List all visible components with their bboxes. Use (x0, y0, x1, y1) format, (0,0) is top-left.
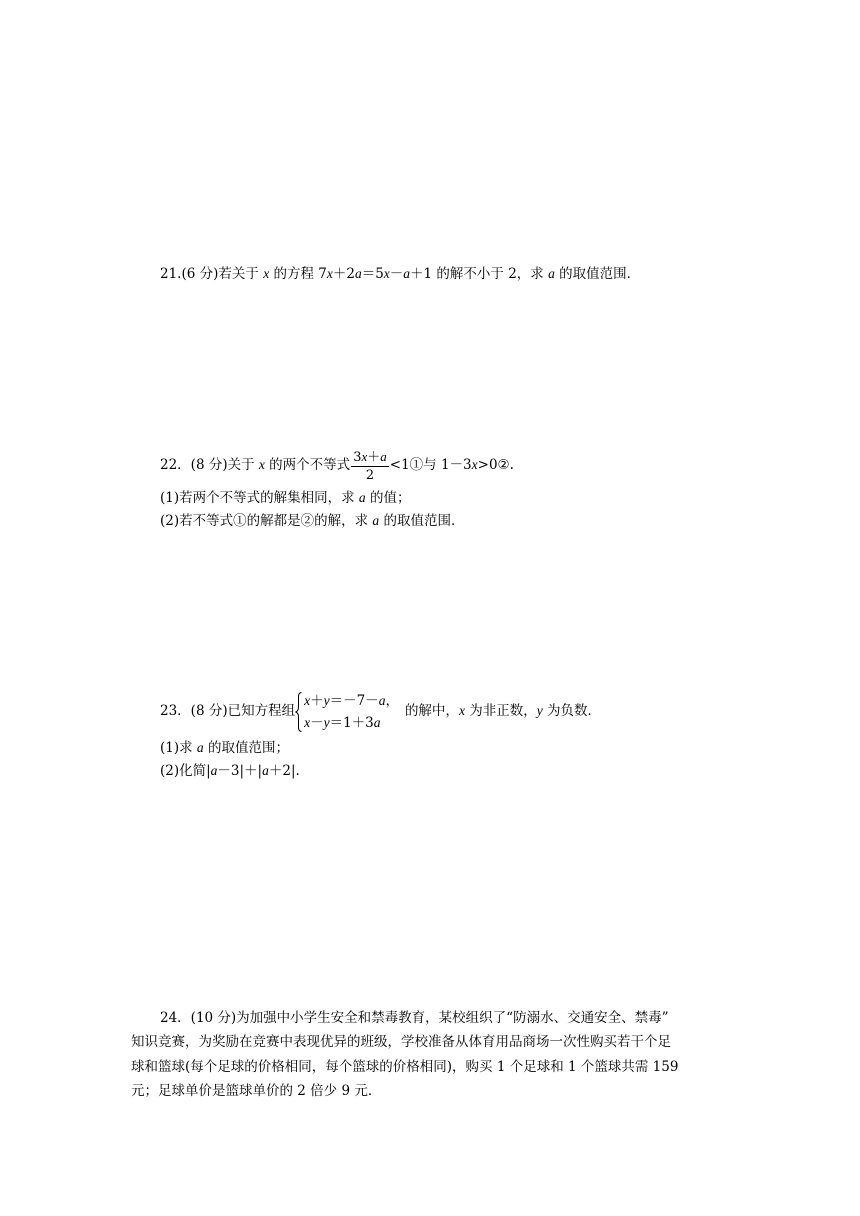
q22-sub1-text: (1)若两个不等式的解集相同，求 (160, 490, 359, 506)
q23-var: x (458, 703, 465, 718)
q23-sub2-text: (2)化简| (160, 763, 211, 779)
q23-var: y (536, 703, 543, 718)
q22-sub1-var: a (358, 490, 366, 505)
q21-var: x (326, 266, 333, 281)
q23-text: 为非正数， (464, 703, 537, 719)
question-21 (160, 265, 640, 283)
eq2-var: a (373, 714, 381, 730)
q22-text: >0②. (477, 457, 514, 473)
q24-line-3: 球和篮球(每个足球的价格相同，每个篮球的价格相同)，购买 1 个足球和 1 个篮球共需 159 (131, 1059, 679, 1075)
q23-sub1-text: (1)求 (160, 740, 197, 756)
q23-sub2-text: ＋2|. (268, 763, 300, 779)
left-brace-icon (295, 692, 302, 732)
q24-line-4: 元；足球单价是篮球单价的 2 倍少 9 元． (131, 1083, 382, 1099)
q23-text: 23．(8 分)已知方程组 (160, 703, 296, 719)
eq1-var: y (323, 692, 330, 708)
equation-1 (304, 690, 399, 712)
fraction-numerator (351, 449, 389, 467)
eq1-text: ＋ (310, 692, 324, 709)
question-22 (160, 448, 514, 483)
q22-var: x (258, 457, 265, 472)
q21-var: a (354, 266, 362, 281)
eq2-text: ＝1＋3 (329, 714, 374, 731)
q22-sub2-text: 的取值范围． (379, 513, 465, 529)
q24-line-1: 24．(10 分)为加强中小学生安全和禁毒教育，某校组织了“防溺水、交通安全、禁毒” (160, 1010, 669, 1026)
q21-var: x (263, 266, 270, 281)
q23-sub-1 (160, 739, 289, 757)
q23-sub1-text: 的取值范围； (203, 740, 289, 756)
eq1-var: x (304, 692, 311, 708)
q23-text: 为负数． (542, 703, 602, 719)
q22-sub-2 (160, 512, 464, 530)
q22-text: 22．(8 分)关于 (160, 457, 259, 473)
q23-sub-2 (160, 762, 300, 780)
eq1-text: ＝－7－ (329, 692, 379, 709)
q22-var: x (471, 457, 478, 472)
q22-frac-var: a (380, 448, 387, 464)
q24-line-2: 知识竞赛，为奖励在竞赛中表现优异的班级，学校准备从体育用品商场一次性购买若干个足 (131, 1034, 671, 1050)
eq2-text: － (310, 714, 324, 731)
question-23 (160, 689, 601, 734)
eq2-var: x (304, 714, 311, 730)
equation-2 (304, 712, 399, 734)
q23-sub1-var: a (196, 740, 204, 755)
q22-frac-part: ＋ (367, 449, 381, 465)
eq2-var: y (323, 714, 330, 730)
q21-var: a (403, 266, 411, 281)
eq1-var: a (378, 692, 386, 708)
q22-text: 的两个不等式 (264, 457, 351, 473)
q23-sub2-text: －3|＋| (217, 763, 263, 779)
q21-text: ＋1 的解不小于 2，求 (410, 266, 549, 282)
q22-fraction (351, 449, 389, 483)
q22-sub1-text: 的值； (365, 490, 411, 506)
q21-text: － (389, 266, 404, 282)
q21-var: x (383, 266, 390, 281)
q22-sub2-var: a (372, 513, 380, 528)
fraction-denominator: 2 (365, 467, 375, 483)
q22-sub2-text: (2)若不等式①的解都是②的解，求 (160, 513, 373, 529)
q22-sub-1 (160, 489, 410, 507)
q23-sub2-var: a (210, 763, 218, 778)
q21-text: ＝5 (361, 266, 384, 282)
q22-frac-var: x (361, 448, 368, 464)
q21-var: a (548, 266, 555, 281)
q22-frac-part: 3 (353, 449, 362, 465)
equation-system (295, 690, 399, 734)
eq1-text: ， (385, 692, 399, 709)
q21-text: 的方程 7 (269, 266, 327, 282)
q22-text: <1①与 1－3 (389, 457, 472, 473)
q21-text: 21.(6 分)若关于 (160, 266, 264, 282)
q23-text: 的解中， (404, 703, 459, 719)
q21-text: ＋2 (332, 266, 355, 282)
q23-sub2-var: a (262, 763, 269, 778)
q21-text: 的取值范围． (554, 266, 641, 282)
